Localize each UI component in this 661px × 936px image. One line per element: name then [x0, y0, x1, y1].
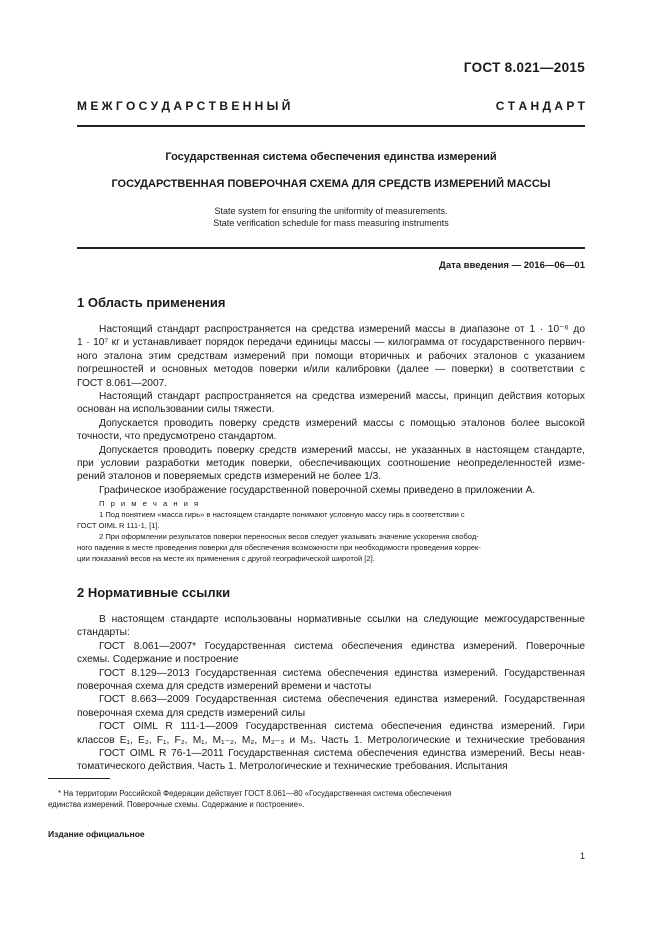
text-line: ГОСТ 8.129—2013 Государственная система обеспечения единства измерений. Государственная: [99, 667, 585, 679]
text-line: ГОСТ 8.061—2007.: [77, 377, 168, 389]
english-title-line-2: State verification schedule for mass measuring instruments: [213, 218, 449, 228]
note-line: ГОСТ OIML R 111-1, [1].: [77, 521, 160, 530]
text-line: ГОСТ OIML R 111-1—2009 Государственная система обеспечения единства измерений. Гири: [99, 721, 585, 733]
note-line: ции показаний весов на месте их применения с другой географической широтой [2].: [77, 554, 375, 563]
top-divider: [77, 125, 585, 127]
text-line: классов E₁, E₂, F₁, F₂, M₁, M₁₋₂, M₂, M₂₋₃ и M₃. Часть 1. Метрологические и технические требования: [77, 734, 585, 746]
note-line: ного падения в месте проведения поверки для обеспечения возможности при необходимости проведения коррек-: [77, 543, 481, 552]
english-title: [77, 205, 585, 229]
text-line: ГОСТ 8.663—2009 Государственная система обеспечения единства измерений. Государственная: [99, 694, 585, 706]
note-line: 1 Под понятием «масса гирь» в настоящем стандарте понимают условную массу гирь в соответствии с: [99, 510, 465, 519]
text-line: основан на использовании силы тяжести.: [77, 404, 275, 416]
introduction-date: Дата введения — 2016—06—01: [439, 260, 585, 271]
text-line: стандарты:: [77, 627, 130, 639]
text-line: поверочная схема для средств измерений времени и частоты: [77, 681, 372, 693]
text-line: Настоящий стандарт распространяется на средства измерений массы, принцип действия которых: [99, 391, 585, 403]
standard-word: С Т А Н Д А Р Т: [495, 99, 585, 113]
document-code: ГОСТ 8.021—2015: [463, 60, 585, 75]
text-line: ного эталона этим средствам измерений при помощи вторичных и рабочих эталонов с указанием: [77, 350, 585, 362]
section-2-heading: 2 Нормативные ссылки: [77, 585, 231, 600]
text-line: Настоящий стандарт распространяется на средства измерений массы в диапазоне от 1 · 10⁻⁶ до: [99, 324, 585, 335]
footnote-line-1: * На территории Российской Федерации действует ГОСТ 8.061—80 «Государственная система обеспечения: [58, 789, 452, 798]
text-line: 1 · 10⁷ кг и устанавливает порядок передачи единицы массы — килограмма от государственного первич-: [77, 337, 585, 349]
text-line: ГОСТ 8.061—2007* Государственная система обеспечения единства измерений. Поверочные: [99, 640, 585, 652]
section-2-body: [77, 613, 585, 774]
text-line: погрешностей и основных методов поверки и/или калибровки (далее — поверки) в соответствии с: [77, 364, 585, 376]
text-line: В настоящем стандарте использованы нормативные ссылки на следующие межгосударственные: [99, 614, 585, 625]
main-title: ГОСУДАРСТВЕННАЯ ПОВЕРОЧНАЯ СХЕМА ДЛЯ СРЕДСТВ ИЗМЕРЕНИЙ МАССЫ: [111, 178, 551, 190]
text-line: при условии разработки методик поверки, обеспечивающих соотношение неопределенностей изме-: [77, 458, 585, 470]
text-line: Допускается проводить поверку средств измерений массы с помощью эталонов более высокой: [99, 417, 585, 429]
official-edition-label: Издание официальное: [48, 829, 145, 839]
interstate-standard-banner: [77, 99, 585, 113]
text-line: поверочная схема для средств измерений силы: [77, 707, 306, 719]
page-number: 1: [579, 851, 585, 861]
system-title: Государственная система обеспечения единства измерений: [165, 151, 497, 163]
text-line: рений эталонов и поверяемых средств измерений не более 1/3.: [77, 471, 382, 483]
footnote-divider: [48, 778, 110, 779]
section-1-body: [77, 323, 585, 497]
text-line: томатического действия. Часть 1. Метрологические и технические требования. Испытания: [77, 761, 508, 773]
text-line: Графическое изображение государственной поверочной схемы приведено в приложении А.: [99, 484, 536, 496]
note-line: 2 При оформлении результатов поверки переносных весов следует указывать значение ускорения свобод-: [99, 532, 479, 541]
notes-heading: П р и м е ч а н и я: [99, 499, 201, 508]
text-line: ГОСТ OIML R 76-1—2011 Государственная система обеспечения единства измерений. Весы неав-: [99, 748, 585, 760]
text-line: точности, что предусмотрено стандартом.: [77, 431, 277, 443]
section-1-heading: 1 Область применения: [77, 295, 226, 310]
english-title-line-1: State system for ensuring the uniformity of measurements.: [214, 206, 448, 216]
section-1-notes: [77, 498, 585, 564]
footnote: [48, 788, 585, 810]
footnote-line-2: единства измерений. Поверочные схемы. Содержание и построение».: [48, 800, 305, 809]
text-line: схемы. Содержание и построение: [77, 654, 239, 666]
bottom-divider: [77, 247, 585, 249]
interstate-word: М Е Ж Г О С У Д А Р С Т В Е Н Н Ы Й: [77, 99, 291, 113]
text-line: Допускается проводить поверку средств измерений массы, не указанных в настоящем стандарте,: [99, 444, 585, 456]
